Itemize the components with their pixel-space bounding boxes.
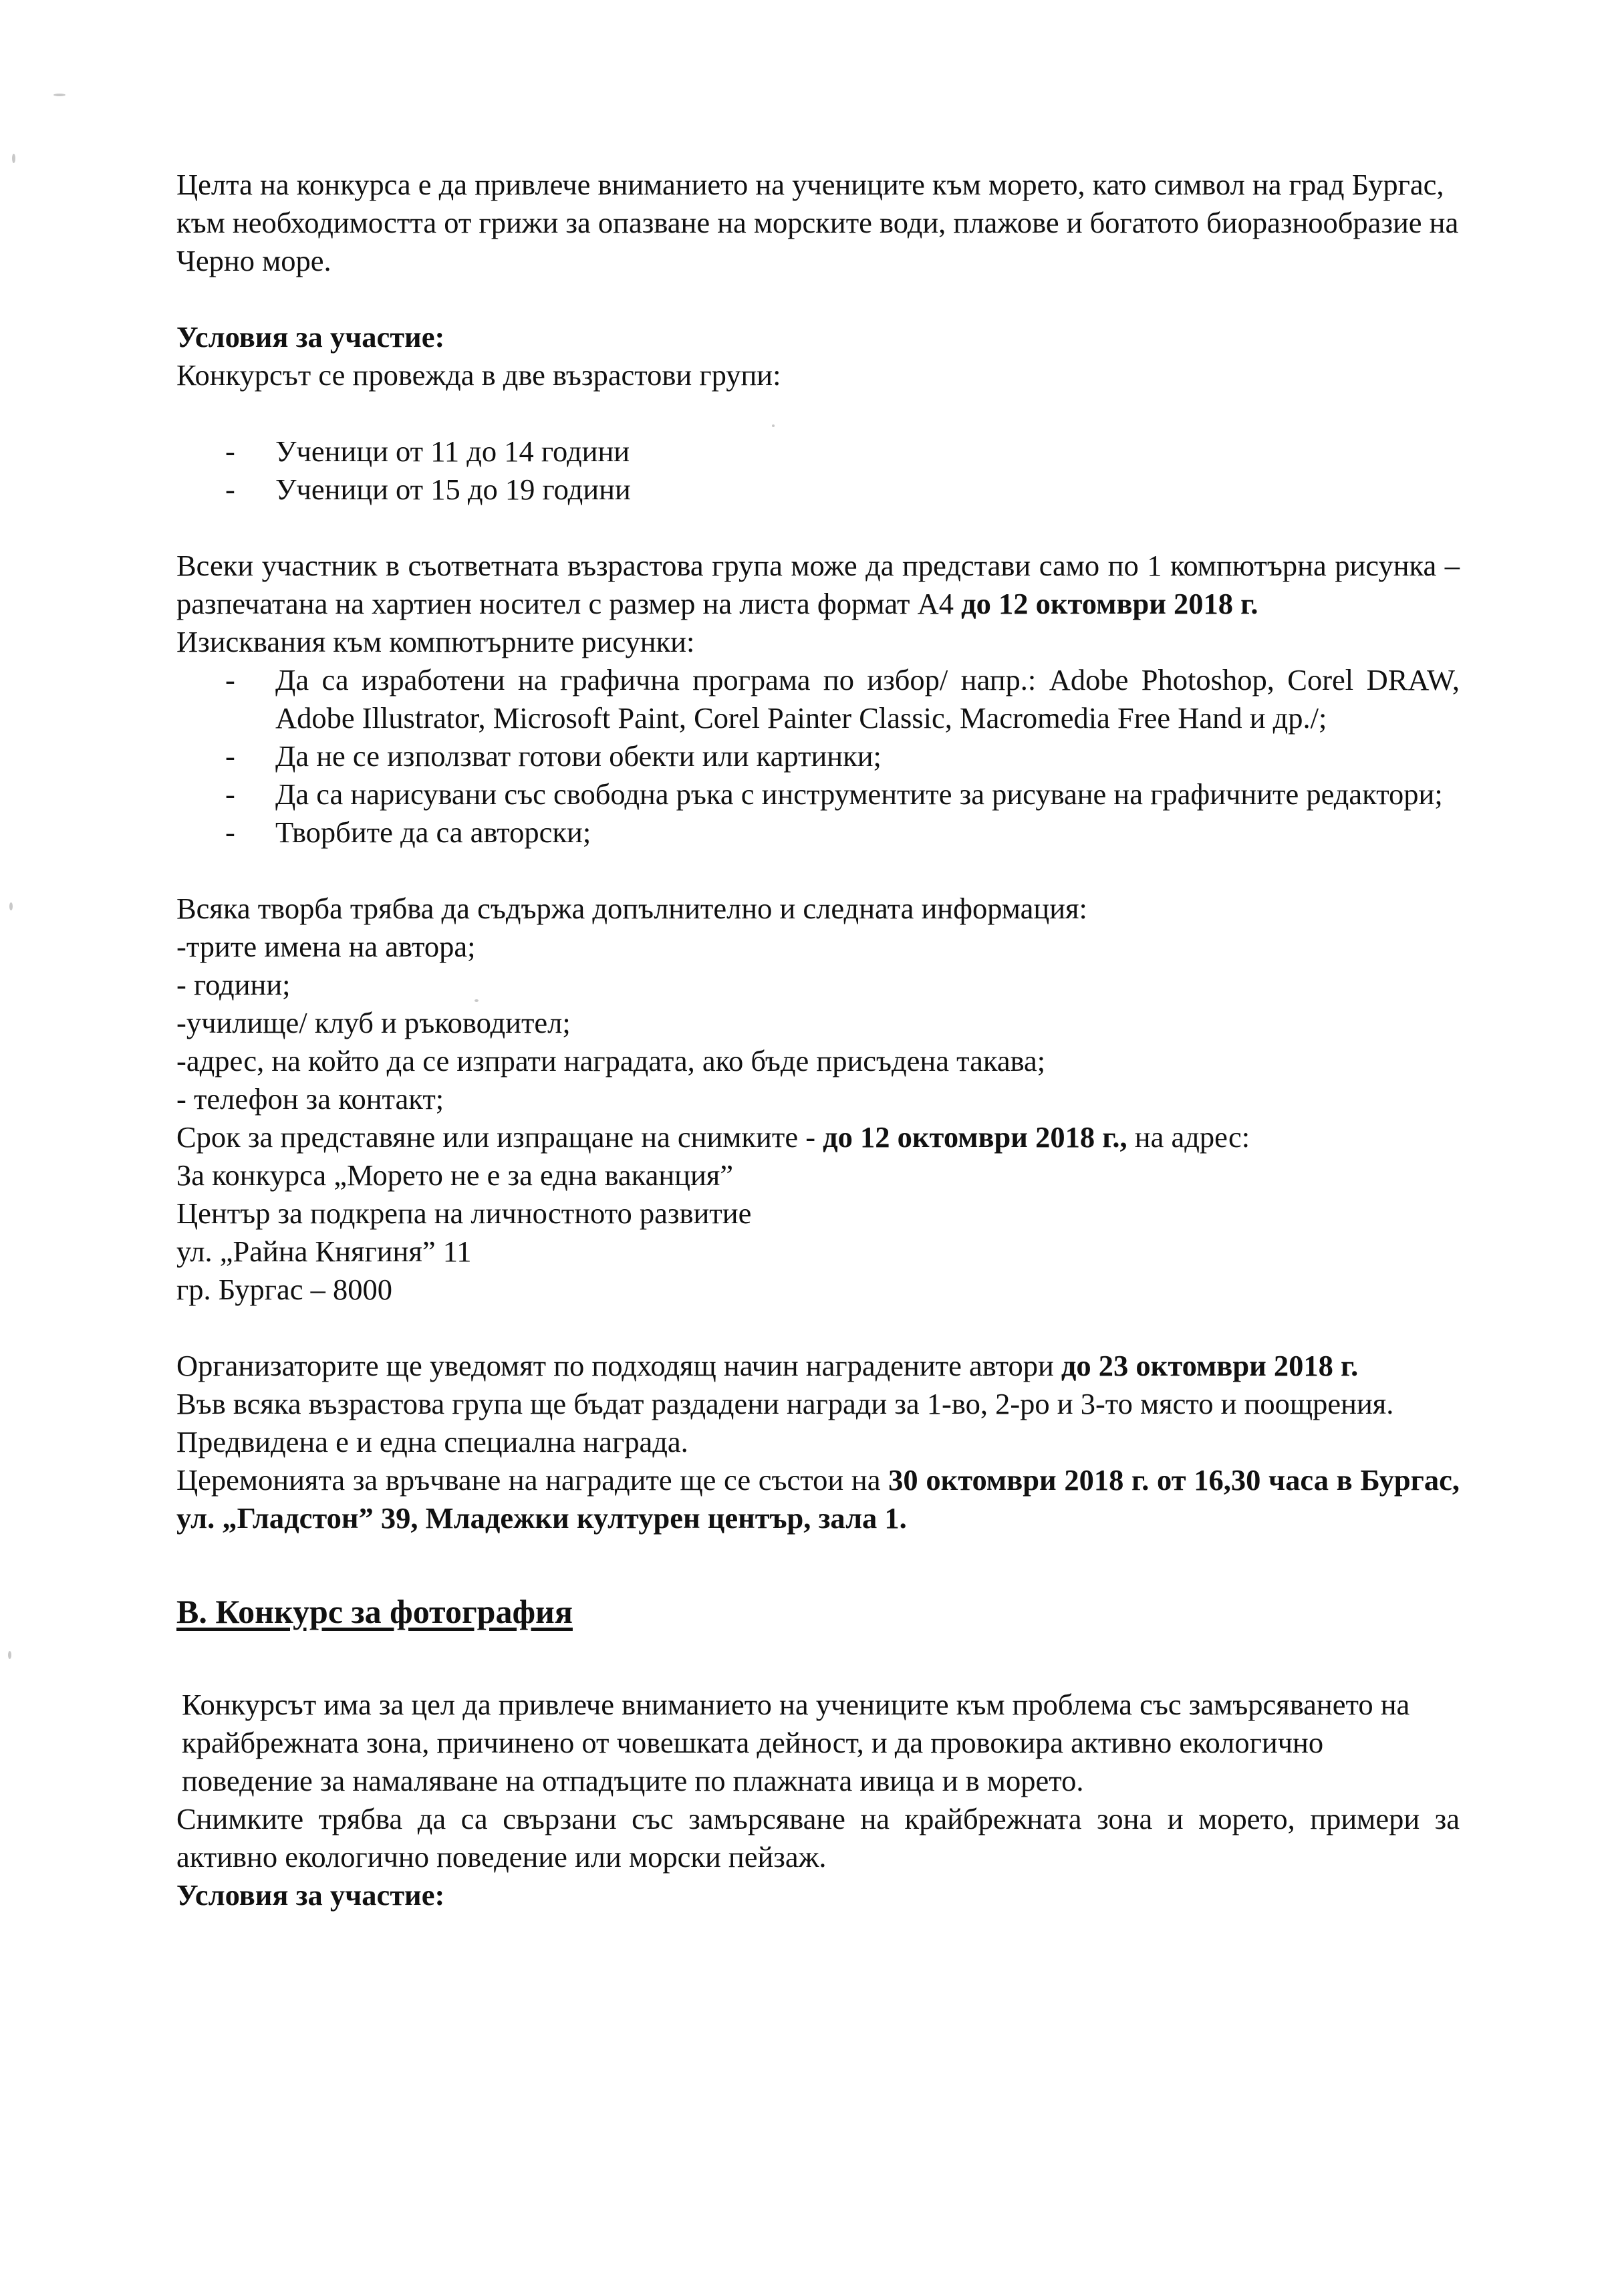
notify-text: Организаторите ще уведомят по подходящ начин наградените автори [176,1349,1061,1382]
address-line: ул. „Райна Княгиня” 11 [176,1235,472,1268]
participant-rules-text: Всеки участник в съответната възрастова група може да представи само по 1 компютърна рисунка – разпечатана на хартиен носител с размер на листа формат А4 [176,549,1460,620]
list-dash: - [225,663,235,696]
deadline-prefix: Срок за представяне или изпращане на снимките - [176,1120,823,1154]
info-line: -трите имена на автора; [176,930,476,963]
prizes-paragraph: Във всяка възрастова група ще бъдат раздадени награди за 1-во, 2-ро и 3-то място и поощрения. Предвидена е и една специална награда. [176,1387,1394,1458]
submission-deadline [176,1118,1460,1156]
photo-requirements-paragraph: Снимките трябва да са свързани със замърсяване на крайбрежната зона и морето, примери за активно екологично поведение или морски пейзаж. [176,1802,1460,1874]
notify-date: до 23 октомври 2018 г. [1061,1349,1359,1382]
intro-paragraph: Целта на конкурса е да привлече вниманието на учениците към морето, като символ на град Бургас, към необходимостта от грижи за опазване на морските води, плажове и богатото биоразнообразие на Черно море. [176,168,1459,277]
info-line: - телефон за контакт; [176,1082,444,1116]
address-line: За конкурса „Морето не е за една ваканция” [176,1158,734,1192]
participation-heading [176,318,1460,356]
requirements-list [176,661,1460,852]
list-item [176,471,1460,509]
participation-heading-text: Условия за участие: [176,320,445,354]
list-item-text: Творбите да са авторски; [275,815,591,849]
list-item-text: Ученици от 11 до 14 години [275,434,630,468]
scan-speck [8,1651,11,1659]
age-groups-intro: Конкурсът се провежда в две възрастови групи: [176,358,781,392]
list-item-text: Да са нарисувани със свободна ръка с инструментите за рисуване на графичните редактори; [275,777,1443,811]
list-item-text: Да не се използват готови обекти или картинки; [275,739,882,773]
info-line: -училище/ клуб и ръководител; [176,1006,571,1039]
participant-rules-paragraph [176,547,1460,623]
document-page [176,166,1460,1914]
scan-speck [9,902,13,910]
photo-conditions-heading [176,1876,1460,1914]
scan-speck [53,94,65,96]
list-item [176,432,1460,471]
list-dash: - [225,739,235,773]
deadline-date: до 12 октомври 2018 г., [823,1120,1127,1154]
notify-paragraph [176,1347,1460,1385]
section-b-heading: В. Конкурс за фотография [176,1593,573,1630]
list-dash: - [225,434,235,468]
ceremony-paragraph [176,1461,1460,1537]
address-line: гр. Бургас – 8000 [176,1273,392,1306]
list-item [176,775,1460,813]
list-item-text: Да са изработени на графична програма по избор/ напр.: Adobe Photoshop, Corel DRAW, Adobe Illustrator, Microsoft Paint, Corel Painter Classic, Macromedia Free Hand и др./; [275,663,1460,735]
participant-deadline: до 12 октомври 2018 г. [961,587,1258,620]
list-dash: - [225,473,235,506]
list-item [176,737,1460,775]
list-item [176,813,1460,852]
photo-conditions-heading-text: Условия за участие: [176,1878,445,1912]
list-dash: - [225,777,235,811]
requirements-intro: Изисквания към компютърните рисунки: [176,625,695,658]
list-item-text: Ученици от 15 до 19 години [275,473,631,506]
ceremony-details: 30 октомври 2018 г. от 16,30 часа в Бургас, ул. „Гладстон” 39, Младежки културен център, зала 1. [176,1463,1460,1535]
info-line: - години; [176,968,291,1001]
info-intro: Всяка творба трябва да съдържа допълнително и следната информация: [176,892,1087,925]
scan-speck [12,154,15,163]
address-line: Център за подкрепа на личностното развитие [176,1196,752,1230]
ceremony-text: Церемонията за връчване на наградите ще се състои на [176,1463,889,1497]
list-item [176,661,1460,737]
photo-goal-paragraph: Конкурсът има за цел да привлече вниманието на учениците към проблема със замърсяването на крайбрежната зона, причинено от човешката дейност, и да провокира активно екологично поведение за намаляване на отпадъците по плажната ивица и в морето. [182,1688,1410,1797]
info-line: -адрес, на който да се изпрати наградата, ако бъде присъдена такава; [176,1044,1046,1077]
list-dash: - [225,815,235,849]
deadline-suffix: на адрес: [1127,1120,1250,1154]
age-groups-list [176,432,1460,509]
